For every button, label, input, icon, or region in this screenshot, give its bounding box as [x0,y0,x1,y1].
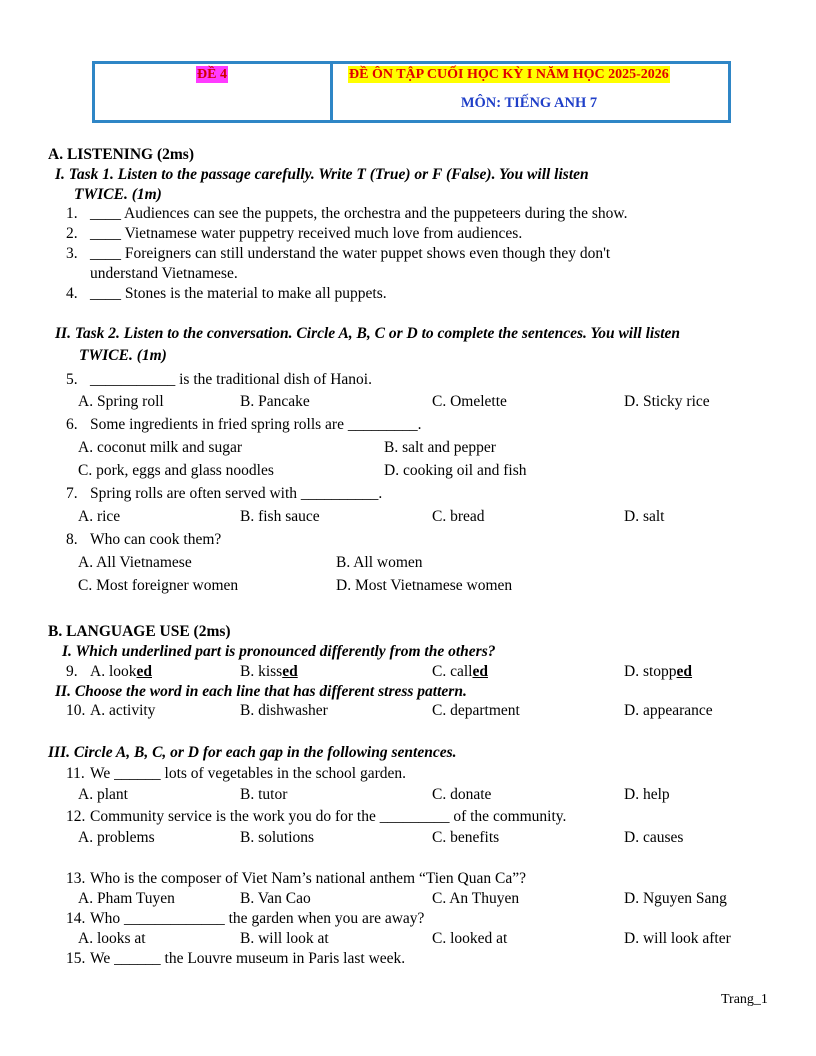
part2-instruction: II. Choose the word in each line that has different stress pattern. [55,683,467,700]
option-b: B. Van Cao [240,890,311,907]
option-c: C. donate [432,786,492,803]
option-a: A. Spring roll [78,393,164,410]
question-number: 8. [66,531,78,548]
question-number: 1. [66,205,78,222]
option-c: C. department [432,702,520,719]
option-c: C. pork, eggs and glass noodles [78,462,274,479]
task2-instruction-cont: TWICE. (1m) [79,347,167,364]
task1-instruction: I. Task 1. Listen to the passage carefully. Write T (True) or F (False). You will listen [55,166,589,183]
part1-instruction: I. Which underlined part is pronounced differently from the others? [62,643,496,660]
option-d: D. stopped [624,663,693,680]
question-number: 13. [66,870,86,887]
exam-code: ĐỀ 4 [197,67,227,82]
question-stem: Who _____________ the garden when you are away? [90,910,425,927]
underlined-ending: ed [472,663,488,680]
option-b: B. will look at [240,930,329,947]
exam-subject: MÔN: TIẾNG ANH 7 [460,95,598,111]
option-c: C. called [432,663,488,680]
option-a: A. activity [90,702,156,719]
option-b: B. fish sauce [240,508,320,525]
true-false-item: ____ Audiences can see the puppets, the orchestra and the puppeteers during the show. [90,205,628,222]
option-d: D. salt [624,508,665,525]
question-stem: We ______ lots of vegetables in the school garden. [90,765,406,782]
question-number: 4. [66,285,78,302]
option-c: C. bread [432,508,485,525]
underlined-ending: ed [136,663,152,680]
option-b: B. All women [336,554,423,571]
part3-instruction: III. Circle A, B, C, or D for each gap in the following sentences. [48,744,457,761]
option-c: C. benefits [432,829,500,846]
section-b-heading: B. LANGUAGE USE (2ms) [48,623,231,640]
option-d: D. Most Vietnamese women [336,577,513,594]
question-number: 10. [66,702,86,719]
question-number: 6. [66,416,78,433]
option-b: B. dishwasher [240,702,328,719]
option-d: D. appearance [624,702,713,719]
option-a: A. looks at [78,930,146,947]
option-a: A. problems [78,829,155,846]
question-stem: We ______ the Louvre museum in Paris last week. [90,950,406,967]
option-a: A. rice [78,508,121,525]
option-c: C. An Thuyen [432,890,520,907]
option-a: A. All Vietnamese [78,554,192,571]
question-number: 14. [66,910,86,927]
question-stem: Spring rolls are often served with __________. [90,485,383,502]
option-c: C. Most foreigner women [78,577,239,594]
option-b: B. Pancake [240,393,310,410]
question-number: 15. [66,950,86,967]
option-d: D. will look after [624,930,731,947]
task2-instruction: II. Task 2. Listen to the conversation. Circle A, B, C or D to complete the sentences. You will listen [55,325,681,342]
underlined-ending: ed [282,663,298,680]
section-a-heading: A. LISTENING (2ms) [48,146,194,163]
option-c: C. Omelette [432,393,507,410]
true-false-item: ____ Foreigners can still understand the water puppet shows even though they don't [90,245,611,262]
question-stem: ___________ is the traditional dish of Hanoi. [90,371,372,388]
true-false-item: ____ Vietnamese water puppetry received much love from audiences. [90,225,523,242]
exam-title: ĐỀ ÔN TẬP CUỐI HỌC KỲ I NĂM HỌC 2025-2026 [349,67,669,82]
option-c: C. looked at [432,930,508,947]
question-number: 11. [66,765,85,782]
option-d: D. cooking oil and fish [384,462,527,479]
question-number: 7. [66,485,78,502]
option-d: D. Sticky rice [624,393,710,410]
option-d: D. help [624,786,670,803]
question-stem: Who can cook them? [90,531,222,548]
true-false-item-cont: understand Vietnamese. [90,265,238,282]
question-stem: Community service is the work you do for the _________ of the community. [90,808,567,825]
question-number: 12. [66,808,86,825]
option-b: B. solutions [240,829,315,846]
option-a: A. looked [90,663,152,680]
question-stem: Who is the composer of Viet Nam’s national anthem “Tien Quan Ca”? [90,870,526,887]
option-d: D. causes [624,829,684,846]
option-a: A. Pham Tuyen [78,890,175,907]
option-a: A. plant [78,786,128,803]
option-b: B. tutor [240,786,288,803]
header-box [92,61,731,123]
question-stem: Some ingredients in fried spring rolls are _________. [90,416,422,433]
option-b: B. salt and pepper [384,439,496,456]
question-number: 9. [66,663,78,680]
question-number: 2. [66,225,78,242]
option-a: A. coconut milk and sugar [78,439,243,456]
question-number: 5. [66,371,78,388]
true-false-item: ____ Stones is the material to make all puppets. [90,285,387,302]
option-b: B. kissed [240,663,298,680]
question-number: 3. [66,245,78,262]
option-d: D. Nguyen Sang [624,890,727,907]
task1-instruction-cont: TWICE. (1m) [74,186,162,203]
underlined-ending: ed [676,663,693,680]
page-number: Trang_1 [721,992,768,1007]
